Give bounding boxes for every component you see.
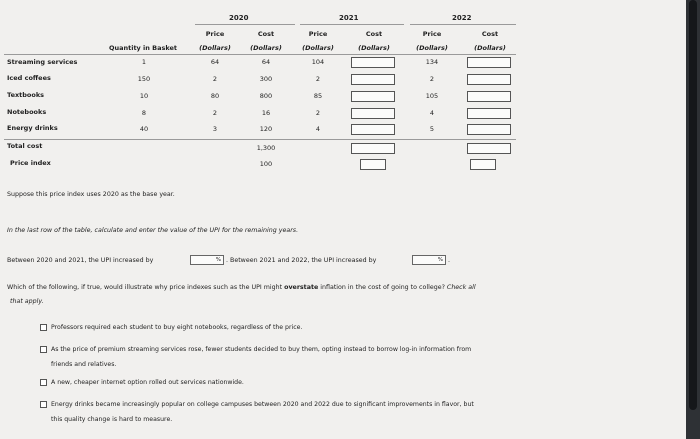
price-2021-iced-coffees: 2 xyxy=(315,75,321,83)
percent-sign-2: % xyxy=(437,257,443,263)
price-2021-energy-drinks: 4 xyxy=(315,125,321,133)
row-label-price-index: Price index xyxy=(10,159,51,167)
option-4-checkbox[interactable] xyxy=(40,401,47,408)
cost-2021-notebooks-input[interactable] xyxy=(351,108,395,119)
qty-iced-coffees: 150 xyxy=(137,75,151,83)
cost-header-2022: Cost xyxy=(481,30,499,38)
option-2-label: As the price of premium streaming services rose, fewer students decided to buy them, opting instead to borrow log-in information from xyxy=(51,346,472,353)
row-label-energy-drinks: Energy drinks xyxy=(7,124,58,132)
unit-header-2022-cost: (Dollars) xyxy=(474,44,506,52)
cost-header-2020: Cost xyxy=(257,30,275,38)
price-2021-streaming: 104 xyxy=(311,58,325,66)
price-2021-textbooks: 85 xyxy=(313,92,323,100)
header-rule xyxy=(4,54,516,55)
price-2022-textbooks: 105 xyxy=(425,92,439,100)
question-part-1: Which of the following, if true, would illustrate why price indexes such as the UPI might xyxy=(7,284,283,291)
qty-textbooks: 10 xyxy=(139,92,149,100)
option-4-label: Energy drinks became increasingly popular on college campuses between 2020 and 2022 due to significant improvements in flavor, but xyxy=(51,401,474,408)
base-year-note: Suppose this price index uses 2020 as the base year. xyxy=(7,191,175,198)
price-2021-notebooks: 2 xyxy=(315,109,321,117)
cost-header-2021: Cost xyxy=(365,30,383,38)
cost-2020-energy-drinks: 120 xyxy=(259,125,273,133)
price-2020-iced-coffees: 2 xyxy=(212,75,218,83)
option-2-checkbox[interactable] xyxy=(40,346,47,353)
unit-header-2021-cost: (Dollars) xyxy=(358,44,390,52)
price-2022-streaming: 134 xyxy=(425,58,439,66)
cost-2022-iced-coffees-input[interactable] xyxy=(467,74,511,85)
unit-header-2022-price: (Dollars) xyxy=(416,44,448,52)
price-2022-energy-drinks: 5 xyxy=(429,125,435,133)
option-4-label-line2: this quality change is hard to measure. xyxy=(51,416,173,423)
year-2022-rule xyxy=(410,24,516,25)
question-check-all: Check all xyxy=(446,284,476,291)
price-header-2022: Price xyxy=(422,30,442,38)
price-header-2021: Price xyxy=(308,30,328,38)
cost-2021-energy-drinks-input[interactable] xyxy=(351,124,395,135)
question-bold-word: overstate xyxy=(284,284,319,291)
price-index-2020: 100 xyxy=(259,160,273,168)
increase-2021-2022-input[interactable] xyxy=(412,255,446,265)
question-that-apply: that apply. xyxy=(10,298,44,305)
option-2-label-line2: friends and relatives. xyxy=(51,361,117,368)
price-2020-textbooks: 80 xyxy=(210,92,220,100)
percent-sign-1: % xyxy=(215,257,221,263)
year-2021-rule xyxy=(300,24,404,25)
unit-header-2020-cost: (Dollars) xyxy=(250,44,282,52)
instruction-text: In the last row of the table, calculate and enter the value of the UPI for the remaining years. xyxy=(7,227,299,234)
cost-2020-streaming: 64 xyxy=(261,58,271,66)
unit-header-2020-price: (Dollars) xyxy=(199,44,231,52)
cost-2021-iced-coffees-input[interactable] xyxy=(351,74,395,85)
year-2022-header: 2022 xyxy=(452,14,472,22)
cost-2022-streaming-input[interactable] xyxy=(467,57,511,68)
scrollbar-thumb[interactable] xyxy=(689,0,697,410)
cost-2022-notebooks-input[interactable] xyxy=(467,108,511,119)
cost-2020-iced-coffees: 300 xyxy=(259,75,273,83)
qty-notebooks: 8 xyxy=(141,109,147,117)
price-2020-notebooks: 2 xyxy=(212,109,218,117)
option-3-label: A new, cheaper internet option rolled out services nationwide. xyxy=(51,379,244,386)
year-2020-rule xyxy=(195,24,295,25)
increase-text-end: . xyxy=(448,257,451,264)
row-label-total-cost: Total cost xyxy=(7,142,43,150)
price-2022-notebooks: 4 xyxy=(429,109,435,117)
cost-2020-notebooks: 16 xyxy=(261,109,271,117)
total-cost-2022-input[interactable] xyxy=(467,143,511,154)
price-2020-streaming: 64 xyxy=(210,58,220,66)
price-index-2022-input[interactable] xyxy=(470,159,496,170)
option-3-checkbox[interactable] xyxy=(40,379,47,386)
increase-text-1: Between 2020 and 2021, the UPI increased by xyxy=(7,257,154,264)
cost-2021-textbooks-input[interactable] xyxy=(351,91,395,102)
row-label-streaming: Streaming services xyxy=(7,58,78,66)
qty-energy-drinks: 40 xyxy=(139,125,149,133)
option-1-checkbox[interactable] xyxy=(40,324,47,331)
price-2022-iced-coffees: 2 xyxy=(429,75,435,83)
cost-2020-textbooks: 800 xyxy=(259,92,273,100)
year-2020-header: 2020 xyxy=(229,14,249,22)
option-1-label: Professors required each student to buy eight notebooks, regardless of the price. xyxy=(51,324,303,331)
price-index-2021-input[interactable] xyxy=(360,159,386,170)
year-2021-header: 2021 xyxy=(339,14,359,22)
increase-text-2: . Between 2021 and 2022, the UPI increased by xyxy=(226,257,377,264)
unit-header-2021-price: (Dollars) xyxy=(302,44,334,52)
row-label-iced-coffees: Iced coffees xyxy=(7,74,51,82)
quantity-header: Quantity in Basket xyxy=(108,44,178,52)
row-label-textbooks: Textbooks xyxy=(7,91,45,99)
question-part-2: inflation in the cost of going to college? xyxy=(320,284,445,291)
cost-2022-textbooks-input[interactable] xyxy=(467,91,511,102)
question-text xyxy=(7,284,476,291)
cost-2021-streaming-input[interactable] xyxy=(351,57,395,68)
price-header-2020: Price xyxy=(205,30,225,38)
cost-2022-energy-drinks-input[interactable] xyxy=(467,124,511,135)
qty-streaming: 1 xyxy=(141,58,147,66)
total-cost-2020: 1,300 xyxy=(256,144,276,152)
row-label-notebooks: Notebooks xyxy=(7,108,47,116)
price-2020-energy-drinks: 3 xyxy=(212,125,218,133)
increase-2020-2021-input[interactable] xyxy=(190,255,224,265)
total-cost-2021-input[interactable] xyxy=(351,143,395,154)
total-rule xyxy=(4,139,516,140)
